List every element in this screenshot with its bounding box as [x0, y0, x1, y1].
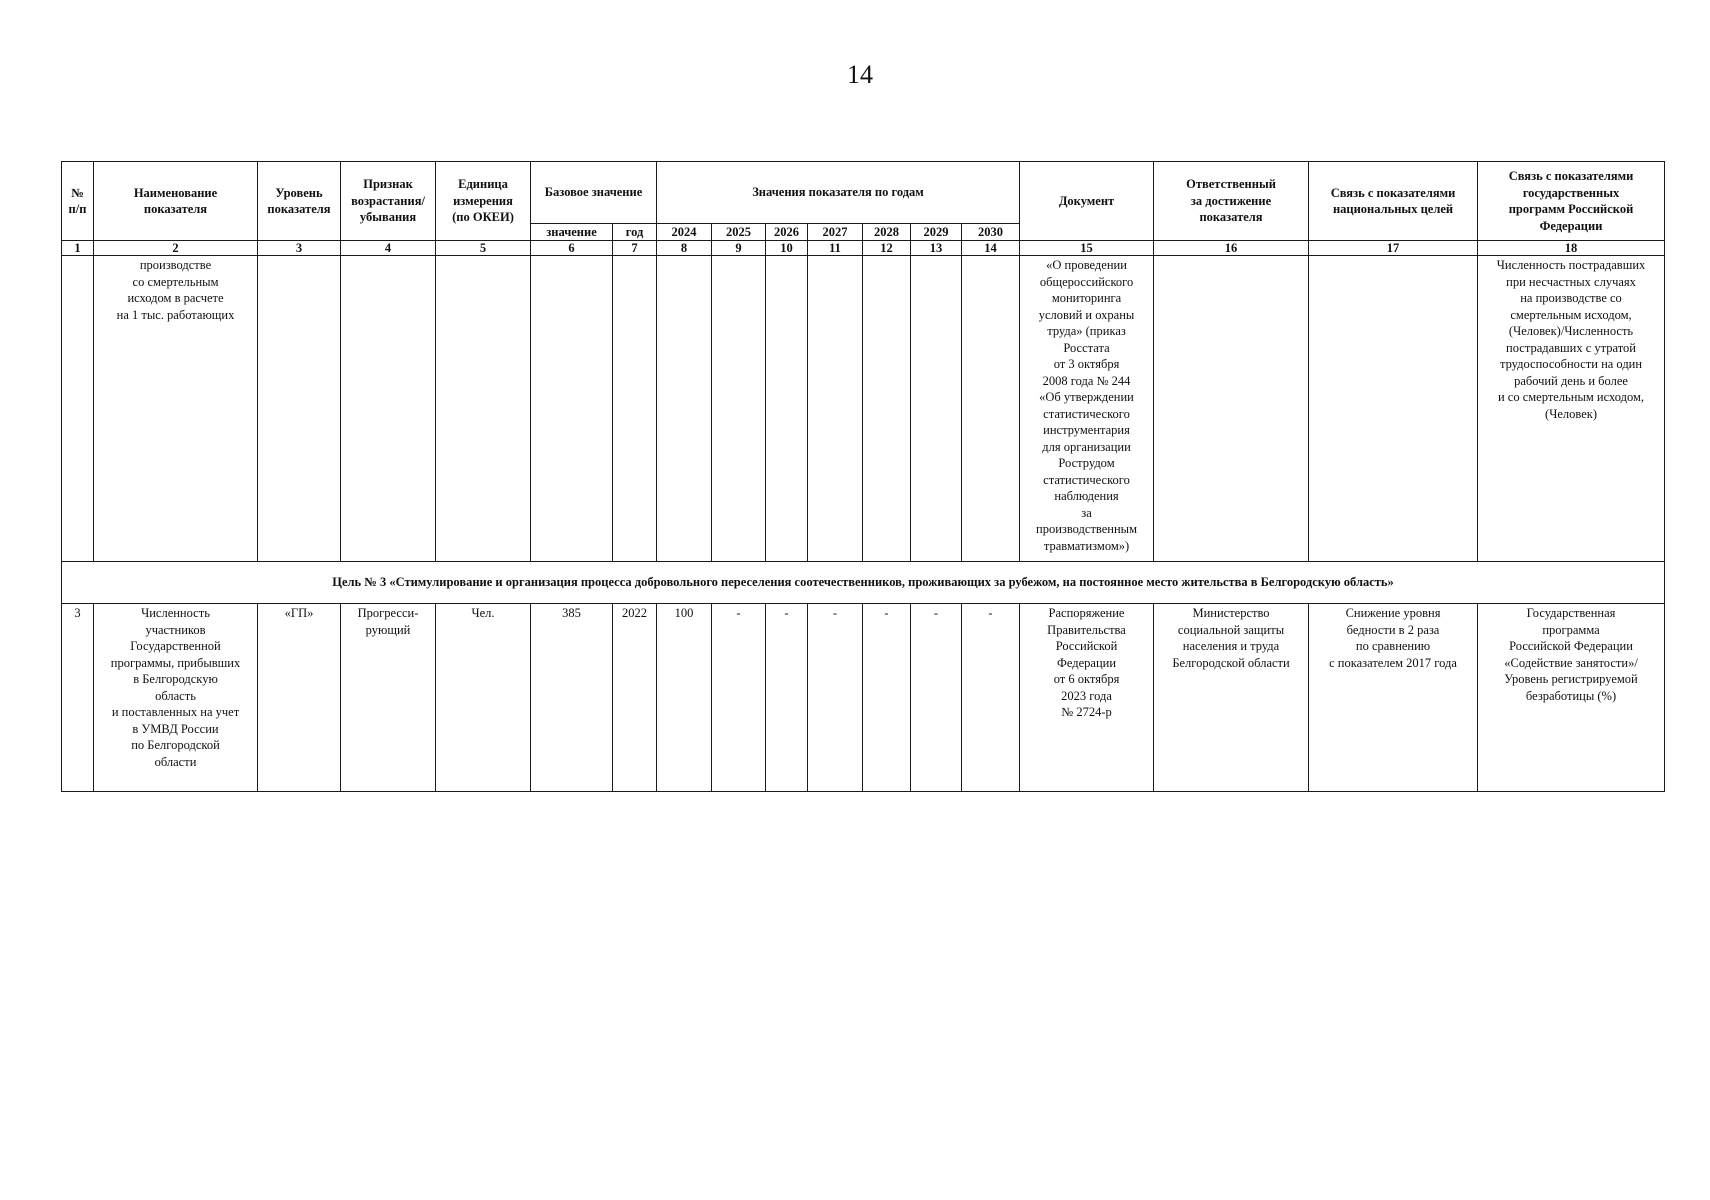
indicator-responsible: [1154, 604, 1309, 792]
indicator-trend-sign: [341, 604, 436, 792]
text-line: Связь с показателями: [1330, 185, 1456, 200]
text-line: по сравнению: [1355, 639, 1431, 653]
header-year: 2029: [911, 224, 962, 241]
cell-empty: [531, 256, 613, 562]
cell-empty: [1154, 256, 1309, 562]
cell-empty: [258, 256, 341, 562]
text-line: область: [155, 688, 196, 703]
column-number: 14: [962, 241, 1020, 256]
text-line: участников: [145, 622, 206, 637]
cell-empty: [962, 256, 1020, 562]
value-2030: -: [962, 604, 1020, 792]
text-line: общероссийского: [1039, 274, 1134, 289]
column-number: 13: [911, 241, 962, 256]
text-line: Ответственный: [1186, 177, 1276, 192]
text-line: Численность пострадавших: [1496, 258, 1646, 272]
cell-empty: [436, 256, 531, 562]
text-line: бедности в 2 раза: [1346, 622, 1440, 637]
header-values-by-year: Значения показателя по годам: [657, 162, 1020, 224]
text-line: Уровень: [275, 185, 323, 200]
header-trend-sign: [341, 162, 436, 241]
continuation-document: [1020, 256, 1154, 562]
header-year: 2028: [863, 224, 911, 241]
text-line: «Об утверждении: [1039, 390, 1134, 404]
cell-empty: [1309, 256, 1478, 562]
text-line: рующий: [365, 622, 411, 637]
column-number: 2: [94, 241, 258, 256]
header-indicator-name: [94, 162, 258, 241]
text-line: за: [1081, 505, 1092, 520]
text-line: производственным: [1036, 522, 1137, 536]
base-year: 2022: [613, 604, 657, 792]
cell-empty: [911, 256, 962, 562]
text-line: показателя: [143, 202, 208, 216]
header-year: 2030: [962, 224, 1020, 241]
cell-empty: [808, 256, 863, 562]
text-line: исходом в расчете: [127, 291, 224, 305]
text-line: Единица: [458, 177, 508, 192]
header-year: 2024: [657, 224, 712, 241]
text-line: убывания: [359, 210, 417, 225]
text-line: для организации: [1042, 439, 1131, 454]
header-year: 2026: [766, 224, 808, 241]
column-number: 15: [1020, 241, 1154, 256]
text-line: и со смертельным исходом,: [1497, 390, 1645, 404]
text-line: государственных: [1522, 185, 1620, 200]
text-line: Прогресси-: [357, 606, 419, 620]
text-line: Российской: [1055, 639, 1118, 653]
text-line: №: [71, 185, 84, 200]
text-line: при несчастных случаях: [1506, 274, 1636, 289]
text-line: Рострудом: [1058, 456, 1115, 470]
indicators-table: [61, 161, 1665, 792]
text-line: в УМВД России: [132, 721, 219, 736]
text-line: национальных целей: [1332, 202, 1454, 216]
cell-empty: [341, 256, 436, 562]
header-year: 2027: [808, 224, 863, 241]
text-line: травматизмом»): [1043, 538, 1130, 553]
cell-empty: [766, 256, 808, 562]
text-line: измерения: [453, 193, 513, 208]
text-line: Федерации: [1539, 218, 1603, 233]
page-number: 14: [847, 60, 873, 89]
header-indicator-level: [258, 162, 341, 241]
text-line: и поставленных на учет: [111, 705, 240, 719]
text-line: Признак: [363, 177, 413, 192]
text-line: «Содействие занятости»/: [1504, 655, 1638, 670]
column-number: 17: [1309, 241, 1478, 256]
column-number: 7: [613, 241, 657, 256]
column-number: 3: [258, 241, 341, 256]
text-line: Распоряжение: [1048, 606, 1125, 620]
text-line: 2023 года: [1061, 688, 1112, 703]
cell-empty: [657, 256, 712, 562]
column-number: 18: [1478, 241, 1665, 256]
header-base-value: Базовое значение: [531, 162, 657, 224]
text-line: области: [154, 754, 197, 769]
text-line: смертельным исходом,: [1510, 307, 1632, 322]
text-line: (по ОКЕИ): [452, 210, 514, 225]
cell-empty: [712, 256, 766, 562]
text-line: пострадавших с утратой: [1506, 340, 1636, 355]
header-unit: [436, 162, 531, 241]
header-base-value-year: год: [613, 224, 657, 241]
header-document: Документ: [1020, 162, 1154, 241]
column-number: 6: [531, 241, 613, 256]
goal-title: Цель № 3 «Стимулирование и организация процесса добровольного переселения соотечественников, проживающих за рубежом, на постоянное место жительства в Белгородскую область»: [62, 562, 1665, 604]
text-line: безработицы (%): [1525, 688, 1617, 703]
text-line: в Белгородскую: [133, 672, 218, 686]
text-line: Правительства: [1047, 622, 1126, 637]
text-line: за достижение: [1190, 193, 1272, 208]
text-line: наблюдения: [1054, 489, 1119, 503]
column-number: 1: [62, 241, 94, 256]
text-line: (Человек)/Численность: [1508, 324, 1634, 338]
indicator-name: [94, 604, 258, 792]
goal-row: [62, 562, 1665, 604]
text-line: программы, прибывших: [110, 655, 241, 670]
indicator-state-program-link: [1478, 604, 1665, 792]
text-line: программ Российской: [1508, 202, 1634, 216]
text-line: «О проведении: [1046, 258, 1127, 272]
column-number: 11: [808, 241, 863, 256]
text-line: от 3 октября: [1053, 357, 1120, 371]
column-number: 12: [863, 241, 911, 256]
column-number: 9: [712, 241, 766, 256]
text-line: Федерации: [1056, 655, 1117, 670]
text-line: со смертельным: [132, 274, 219, 289]
text-line: условий и охраны: [1038, 307, 1135, 322]
indicator-number: 3: [62, 604, 94, 792]
text-line: социальной защиты: [1177, 622, 1285, 637]
text-line: Связь с показателями: [1508, 169, 1634, 183]
text-line: на 1 тыс. работающих: [116, 307, 235, 322]
column-number: 4: [341, 241, 436, 256]
header-year: 2025: [712, 224, 766, 241]
text-line: (Человек): [1545, 406, 1597, 421]
text-line: Государственная: [1526, 606, 1616, 620]
text-line: с показателем 2017 года: [1329, 655, 1457, 670]
text-line: труда» (приказ: [1047, 324, 1126, 338]
column-number: 16: [1154, 241, 1309, 256]
text-line: № 2724-р: [1061, 705, 1112, 719]
text-line: по Белгородской: [131, 738, 220, 752]
text-line: п/п: [68, 202, 87, 216]
column-number: 8: [657, 241, 712, 256]
header-state-programs-link: [1478, 162, 1665, 241]
text-line: показателя: [1199, 210, 1263, 225]
text-line: Снижение уровня: [1345, 606, 1441, 620]
column-number: 5: [436, 241, 531, 256]
cell-empty: [62, 256, 94, 562]
indicator-national-goal-link: [1309, 604, 1478, 792]
text-line: от 6 октября: [1053, 672, 1120, 686]
value-2025: -: [712, 604, 766, 792]
text-line: рабочий день и более: [1514, 373, 1628, 388]
text-line: Министерство: [1192, 606, 1270, 620]
text-line: показателя: [267, 202, 331, 216]
value-2026: -: [766, 604, 808, 792]
continuation-indicator-name: [94, 256, 258, 562]
text-line: статистического: [1043, 472, 1130, 487]
continuation-state-program-link: [1478, 256, 1665, 562]
value-2024: 100: [657, 604, 712, 792]
text-line: Росстата: [1063, 340, 1110, 355]
header-base-value-value: значение: [531, 224, 613, 241]
text-line: Белгородской области: [1172, 655, 1290, 670]
column-number: 10: [766, 241, 808, 256]
continuation-row: [62, 256, 1665, 562]
cell-empty: [613, 256, 657, 562]
text-line: возрастания/: [351, 193, 425, 208]
header-number: [62, 162, 94, 241]
text-line: Численность: [141, 606, 210, 620]
indicator-level: «ГП»: [258, 604, 341, 792]
indicator-document: [1020, 604, 1154, 792]
text-line: Государственной: [130, 639, 221, 653]
text-line: 2008 года № 244: [1042, 373, 1131, 388]
value-2028: -: [863, 604, 911, 792]
value-2027: -: [808, 604, 863, 792]
header-responsible: [1154, 162, 1309, 241]
text-line: Наименование: [133, 185, 218, 200]
text-line: Уровень регистрируемой: [1504, 672, 1638, 686]
indicator-unit: Чел.: [436, 604, 531, 792]
indicator-row: [62, 604, 1665, 792]
text-line: программа: [1542, 622, 1600, 637]
column-numbers-row: [62, 241, 1665, 256]
cell-empty: [863, 256, 911, 562]
value-2029: -: [911, 604, 962, 792]
header-row-1: [62, 162, 1665, 224]
text-line: трудоспособности на один: [1499, 357, 1643, 371]
text-line: населения и труда: [1182, 639, 1280, 653]
text-line: производстве: [139, 258, 212, 272]
text-line: Российской Федерации: [1509, 639, 1633, 653]
base-value: 385: [531, 604, 613, 792]
header-national-goals-link: [1309, 162, 1478, 241]
text-line: на производстве со: [1520, 291, 1622, 305]
text-line: статистического: [1043, 406, 1130, 421]
text-line: инструментария: [1043, 423, 1130, 437]
text-line: мониторинга: [1051, 291, 1122, 305]
